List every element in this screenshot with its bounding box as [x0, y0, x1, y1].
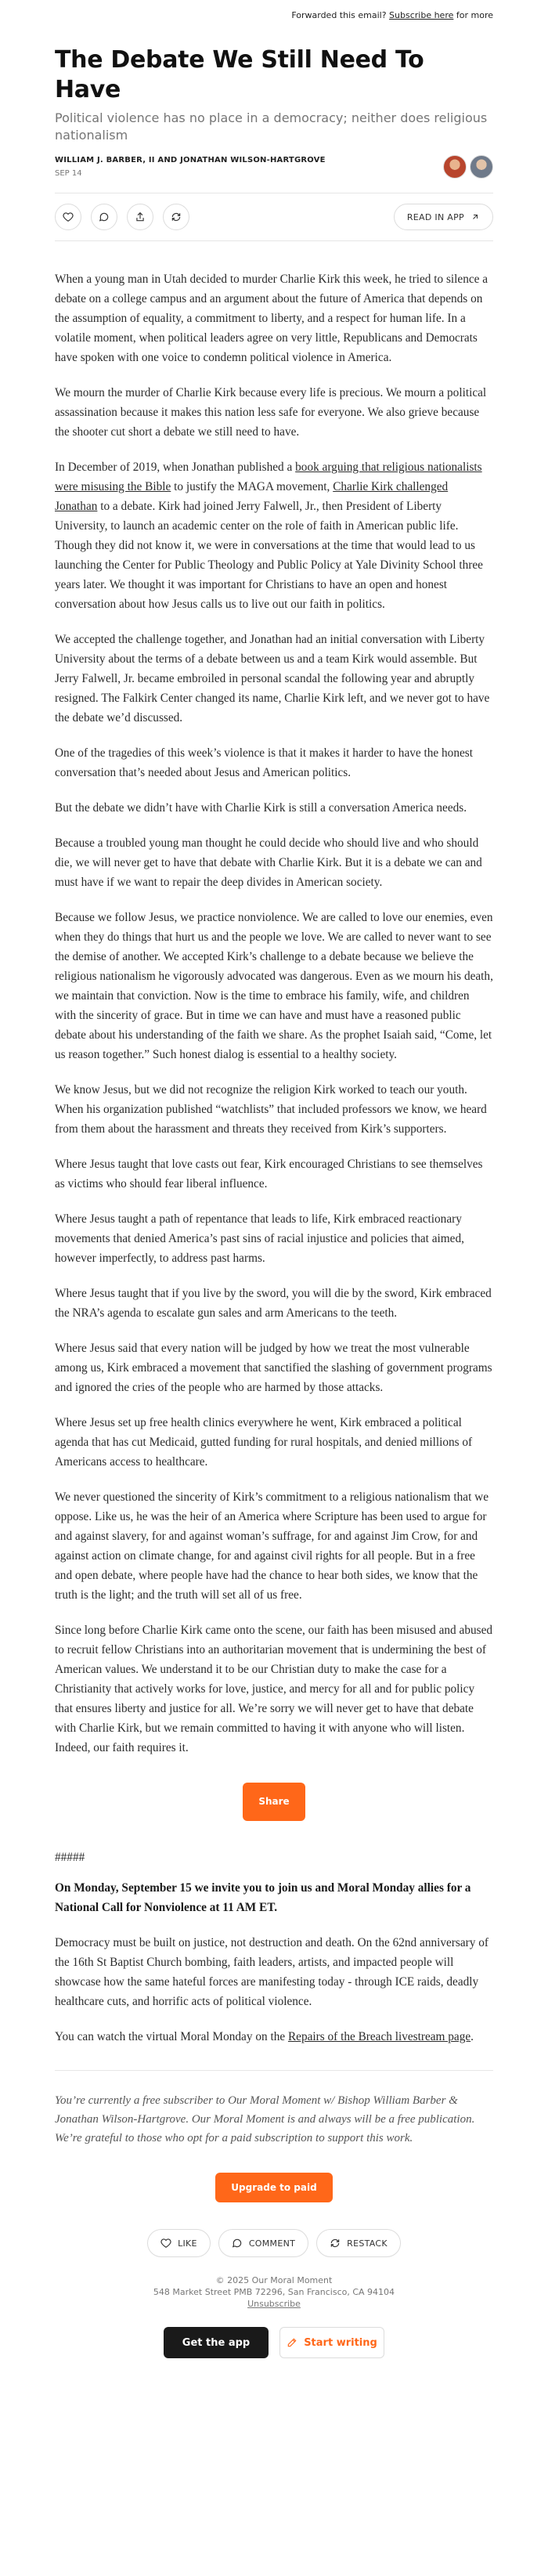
share-cta-button[interactable]: Share: [243, 1783, 305, 1821]
heart-icon: [160, 2238, 171, 2249]
body-paragraph: When a young man in Utah decided to murder Charlie Kirk this week, he tried to silence a debate on a college campus and an argument about the future of America that depends on the assumption of equality, a commitment to liberty, and a respect for human life. In a volatile moment, when political leaders agree on very little, Republicans and Democrats have spoken with one voice to condemn political violence in America.: [55, 273, 489, 364]
unsubscribe-link[interactable]: Unsubscribe: [247, 2299, 301, 2309]
body-paragraph: Where Jesus said that every nation will be judged by how we treat the most vulnerable among us, Kirk embraced a movement that sanctified the slashing of government programs and ignored the cries of the people who are harmed by those attacks.: [55, 1342, 492, 1394]
copyright-block: [55, 2274, 493, 2310]
post-body: [55, 269, 493, 2047]
avatar[interactable]: [443, 155, 467, 179]
pen-icon: [287, 2337, 297, 2348]
book-link[interactable]: book arguing that religious nationalists were misusing the Bible: [55, 461, 482, 493]
footer-restack-button[interactable]: RESTACK: [316, 2229, 401, 2257]
body-paragraph: Since long before Charlie Kirk came onto the scene, our faith has been misused and abused to recruit fellow Christians into an authoritarian movement that is undermining the best of American values. We understand it to be our Christian duty to make the case for a Christianity that actively works for love, justice, and mercy for all and for public policy that ensures liberty and justice for all. We’re sorry we will never get to have that debate with Charlie Kirk, but we remain committed to having it with anyone who will listen. Indeed, our faith requires it.: [55, 1624, 493, 1754]
body-paragraph: We never questioned the sincerity of Kirk’s commitment to a religious nationalism that we oppose. Like us, he was the heir of an America where Scripture has been used to argue for and against slavery, for and against woman’s suffrage, for and against Jim Crow, for and against action on climate change, for and against civil rights for all people. But in a free and open debate, where people have had the chance to hear both sides, we know that the truth is the light; and the truth will set all of us free.: [55, 1490, 489, 1602]
post-date: SEP 14: [55, 169, 82, 178]
body-paragraph: Because a troubled young man thought he could decide who should live and who should die, we will never get to have that debate with Charlie Kirk. But it is a debate we can and must have if we want to repair the deep divides in American society.: [55, 836, 482, 889]
restack-icon: [330, 2238, 341, 2249]
livestream-link[interactable]: Repairs of the Breach livestream page: [287, 2030, 471, 2043]
body-paragraph: Where Jesus taught that if you live by the sword, you will die by the sword, Kirk embraced the NRA’s agenda to escalate gun sales and arm Americans to the teeth.: [55, 1287, 492, 1320]
social-actions: [55, 2229, 493, 2257]
divider: [55, 2070, 493, 2071]
heart-icon: [63, 211, 74, 222]
body-paragraph: Democracy must be built on justice, not destruction and death. On the 62nd anniversary of the 16th St Baptist Church bombing, faith leaders, artists, and impacted people will showcase how the same hateful forces are manifesting today - through ICE raids, deadly healthcare cuts, and horrific acts of political violence.: [55, 1936, 489, 2008]
share-icon: [135, 211, 146, 222]
forwarded-banner: [55, 0, 493, 27]
address-text: 548 Market Street PMB 72296, San Francisco, CA 94104: [153, 2287, 395, 2297]
footer-like-button[interactable]: LIKE: [147, 2229, 211, 2257]
restack-icon: [171, 211, 182, 222]
start-writing-button[interactable]: Start writing: [279, 2327, 384, 2358]
body-paragraph: Where Jesus taught that love casts out fear, Kirk encouraged Christians to see themselves as victims who should fear liberal influence.: [55, 1158, 483, 1190]
get-app-button[interactable]: Get the app: [164, 2327, 269, 2358]
author-avatars: [443, 155, 493, 179]
section-separator: #####: [55, 1851, 85, 1864]
comment-icon: [99, 211, 110, 222]
read-in-app-label: READ IN APP: [406, 211, 464, 222]
subscribe-link[interactable]: Subscribe here: [389, 10, 454, 20]
arrow-up-right-icon: [470, 212, 480, 222]
forwarded-text: Forwarded this email?: [291, 10, 387, 20]
share-button[interactable]: [127, 204, 153, 230]
body-paragraph: One of the tragedies of this week’s violence is that it makes it harder to have the honest conversation that’s needed about Jesus and American politics.: [55, 746, 473, 779]
announcement: On Monday, September 15 we invite you to join us and Moral Monday allies for a National Call for Nonviolence at 11 AM ET.: [55, 1881, 471, 1914]
read-in-app-button[interactable]: [394, 204, 493, 230]
post-subtitle: Political violence has no place in a democracy; neither does religious nationalism: [55, 110, 488, 143]
upgrade-button[interactable]: Upgrade to paid: [215, 2173, 332, 2202]
body-paragraph: You can watch the virtual Moral Monday on the Repairs of the Breach livestream page.: [55, 2030, 474, 2043]
body-paragraph: In December of 2019, when Jonathan published a book arguing that religious nationalists were misusing the Bible to justify the MAGA movement, Charlie Kirk challenged Jonathan to a debate. Kirk had joined Jerry Falwell, Jr., then President of Liberty University, to launch an academic center on the role of faith in American public life. Though they did not know it, we were in conversations at the time that would lead to us launching the Center for Public Theology and Public Policy at Yale Divinity School three years later. We thought it was important for Christians to have an open and honest conversation about how Jesus calls us to live out our faith in politics.: [55, 461, 483, 611]
authors[interactable]: WILLIAM J. BARBER, II AND JONATHAN WILSON-HARTGROVE: [55, 156, 326, 164]
post-title[interactable]: The Debate We Still Need To Have: [55, 46, 424, 103]
footer-comment-button[interactable]: COMMENT: [218, 2229, 308, 2257]
comment-button[interactable]: [91, 204, 117, 230]
body-paragraph: We accepted the challenge together, and Jonathan had an initial conversation with Liberty University about the terms of a debate between us and a team Kirk would assemble. But Jerry Falwell, Jr. became embroiled in personal scandal the following year and abruptly resigned. The Falkirk Center changed its name, Charlie Kirk left, and we never got to have the debate we’d discussed.: [55, 633, 490, 724]
copyright-text: © 2025 Our Moral Moment: [215, 2275, 333, 2285]
avatar[interactable]: [470, 155, 493, 179]
body-paragraph: But the debate we didn’t have with Charlie Kirk is still a conversation America needs.: [55, 801, 467, 815]
body-paragraph: We know Jesus, but we did not recognize the religion Kirk worked to teach our youth. When his organization published “watchlists” that included professors we know, we heard from them about the harassment and threats they received from Kirk’s supporters.: [55, 1083, 487, 1136]
body-paragraph: Because we follow Jesus, we practice nonviolence. We are called to love our enemies, even when they do things that hurt us and the people we love. We are called to never want to see the demise of another. We accepted Kirk’s challenge to a debate because we believe the religious nationalism he vigorously advocated was dangerous. Even as we mourn his death, we maintain that conviction. Now is the time to embrace his family, wife, and children with the sincerity of grace. But in time we can have and must have a reasoned public debate about his understanding of the faith we share. As the prophet Isaiah said, “Come, let us reason together.” Such honest dialog is essential to a healthy society.: [55, 911, 493, 1061]
byline: [55, 155, 493, 179]
post-actions-bar: [55, 193, 493, 241]
subscriber-note: You’re currently a free subscriber to Our Moral Moment w/ Bishop William Barber & Jonathan Wilson-Hartgrove. Our Moral Moment is and always will be a free publication. We’re grateful to those who opt for a paid subscription to support this work.: [55, 2094, 475, 2144]
like-button[interactable]: [55, 204, 81, 230]
restack-button[interactable]: [163, 204, 189, 230]
for-more-text: for more: [456, 10, 493, 20]
challenge-link[interactable]: Charlie Kirk challenged Jonathan: [55, 480, 449, 513]
comment-icon: [232, 2238, 243, 2249]
body-paragraph: Where Jesus set up free health clinics everywhere he went, Kirk embraced a political agenda that has cut Medicaid, gutted funding for rural hospitals, and denied millions of Americans access to healthcare.: [55, 1416, 473, 1469]
body-paragraph: We mourn the murder of Charlie Kirk because every life is precious. We mourn a political assassination because it makes this nation less safe for everyone. We also grieve because the shooter cut short a debate we still need to have.: [55, 386, 487, 439]
body-paragraph: Where Jesus taught a path of repentance that leads to life, Kirk embraced reactionary movements that denied America’s past sins of racial injustice and policies that aimed, however imperfectly, to address past harms.: [55, 1212, 464, 1265]
app-buttons: [55, 2327, 493, 2358]
